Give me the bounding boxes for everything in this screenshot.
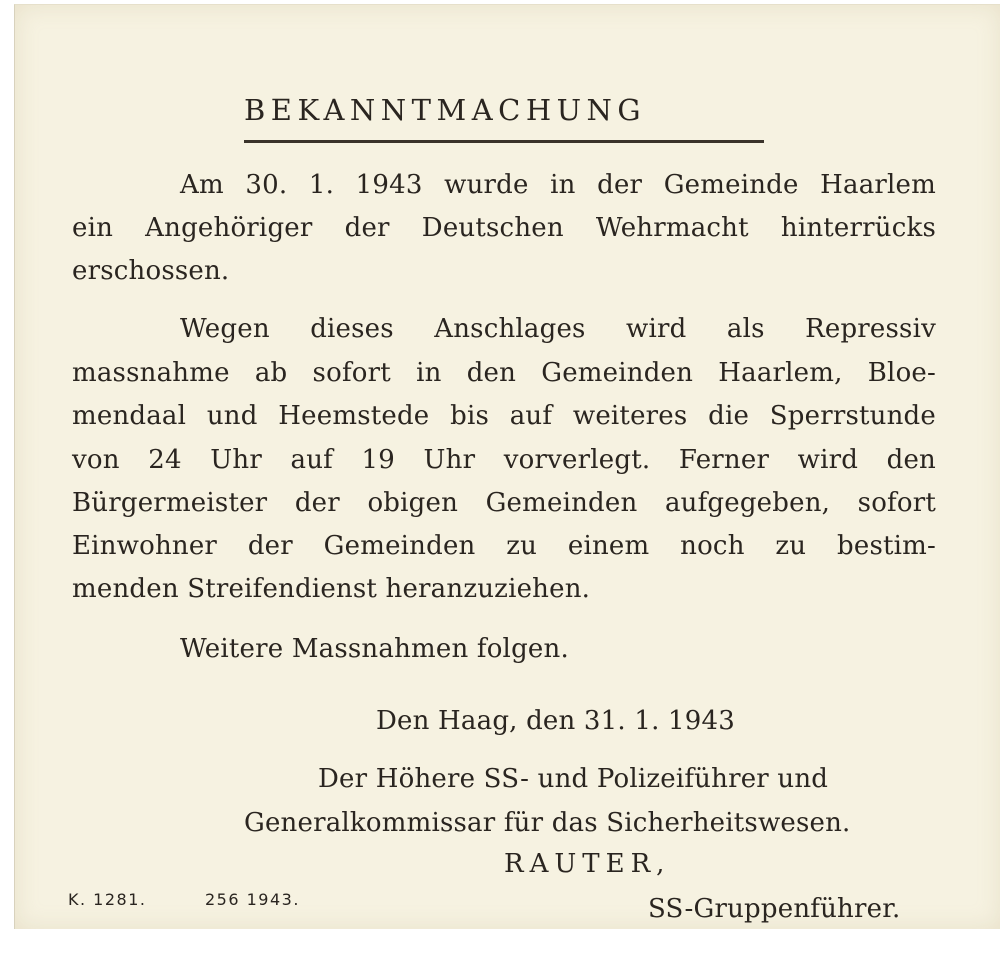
paragraph-2-line-3: mendaal und Heemstede bis auf weiteres die Sperrstunde bbox=[72, 401, 936, 431]
paragraph-2-line-5: Bürgermeister der obigen Gemeinden aufgegeben, sofort bbox=[72, 488, 936, 518]
paragraph-1-line-1: Am 30. 1. 1943 wurde in der Gemeinde Haarlem bbox=[180, 170, 936, 200]
place-date-line: Den Haag, den 31. 1. 1943 bbox=[376, 706, 735, 736]
print-code: K. 1281. bbox=[68, 890, 147, 909]
signatory-line-1: Der Höhere SS- und Polizeiführer und bbox=[318, 764, 829, 794]
paragraph-2-line-6: Einwohner der Gemeinden zu einem noch zu bestim- bbox=[72, 531, 936, 561]
paragraph-3: Weitere Massnahmen folgen. bbox=[180, 634, 569, 664]
signatory-line-2: Generalkommissar für das Sicherheitswesen. bbox=[244, 808, 851, 838]
paragraph-2-line-7: menden Streifendienst heranzuziehen. bbox=[72, 574, 591, 604]
title-underline bbox=[244, 140, 764, 143]
signatory-name: RAUTER, bbox=[504, 849, 671, 879]
paragraph-1-line-3: erschossen. bbox=[72, 256, 230, 286]
notice-title: BEKANNTMACHUNG bbox=[244, 93, 647, 127]
paragraph-2-line-2: massnahme ab sofort in den Gemeinden Haarlem, Bloe- bbox=[72, 358, 936, 388]
paragraph-2-line-4: von 24 Uhr auf 19 Uhr vorverlegt. Ferner wird den bbox=[72, 445, 936, 475]
paragraph-1-line-2: ein Angehöriger der Deutschen Wehrmacht hinterrücks bbox=[72, 213, 936, 243]
paragraph-2-line-1: Wegen dieses Anschlages wird als Repressiv bbox=[180, 314, 936, 344]
print-run: 256 1943. bbox=[205, 890, 300, 909]
signatory-rank: SS-Gruppenführer. bbox=[648, 894, 901, 924]
